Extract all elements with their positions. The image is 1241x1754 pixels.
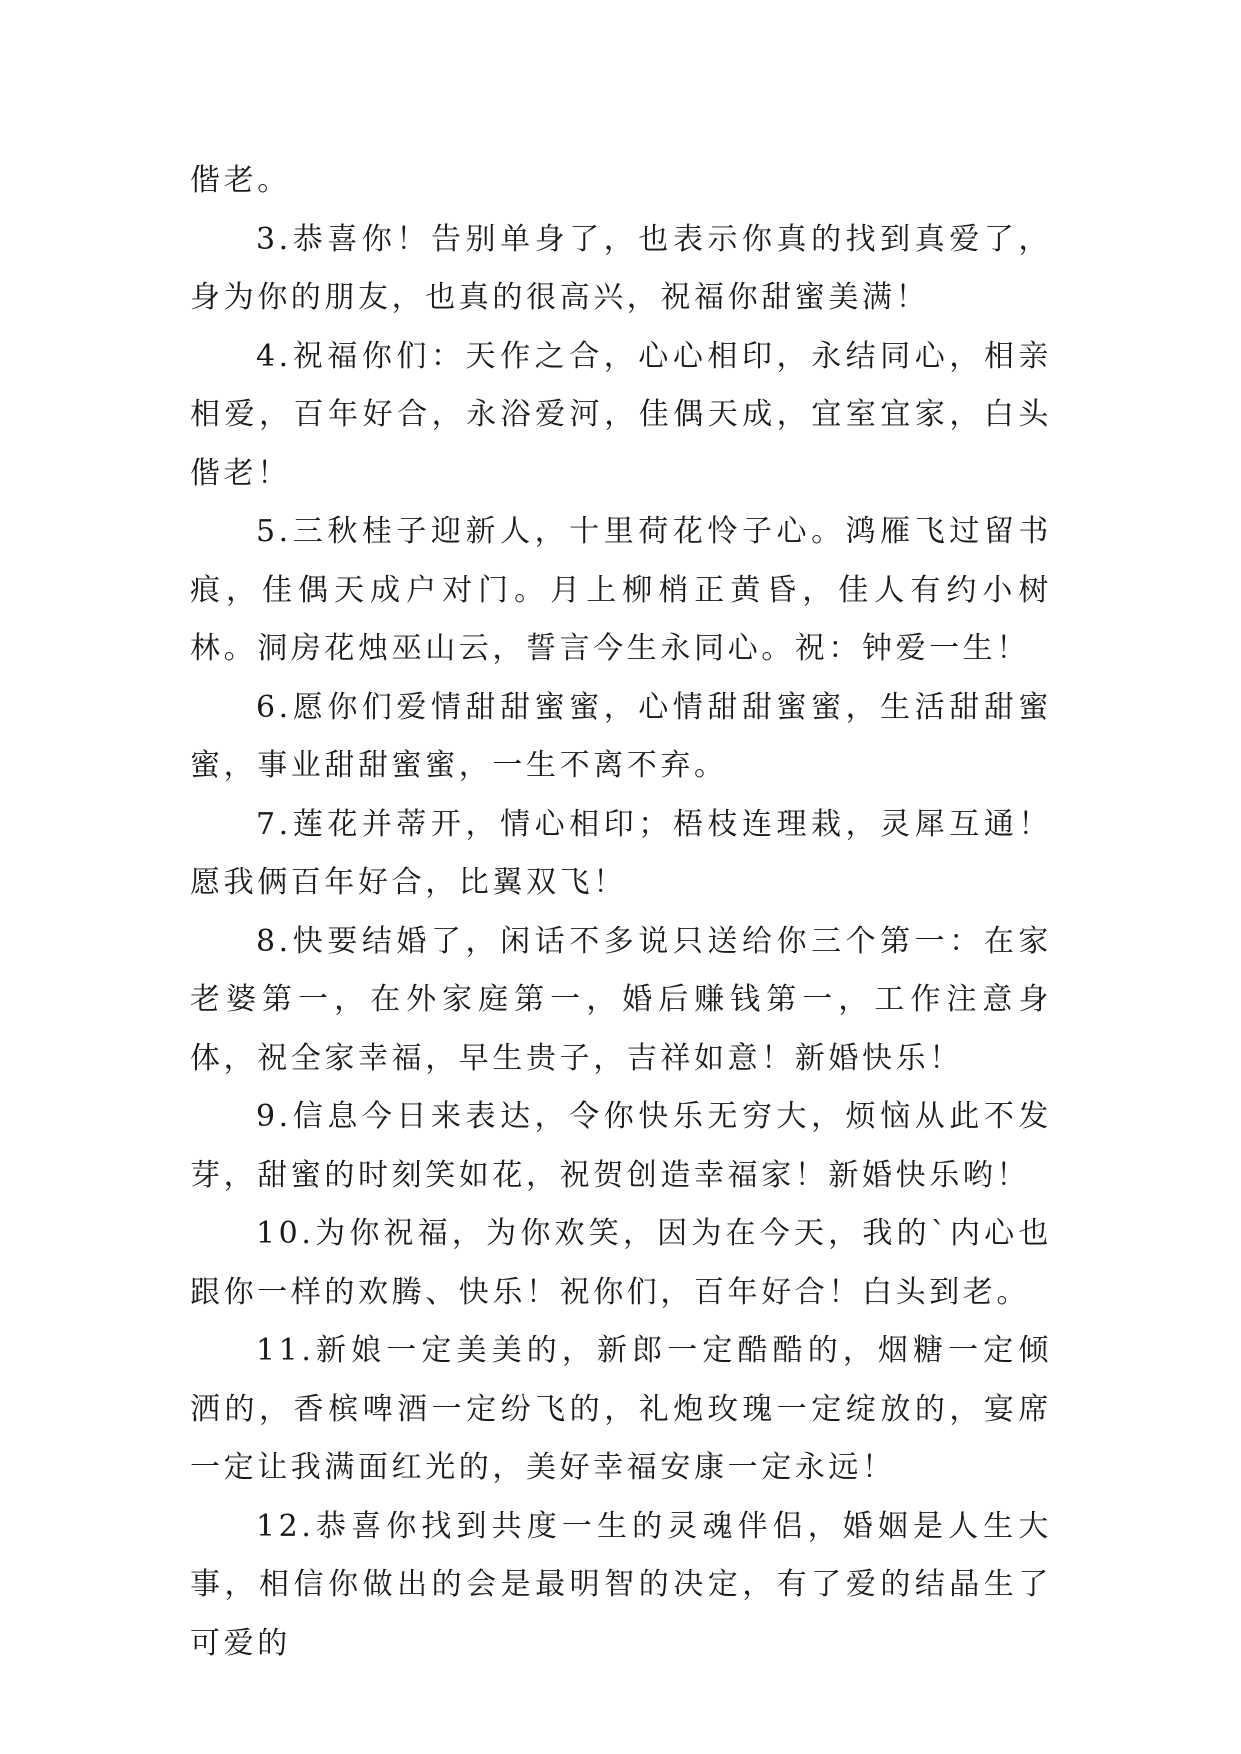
paragraph-item-3: 3.恭喜你！告别单身了，也表示你真的找到真爱了，身为你的朋友，也真的很高兴，祝福你甜蜜美满！ xyxy=(190,221,1052,315)
paragraph-continuation: 偕老。 xyxy=(190,163,291,198)
paragraph-item-9: 9.信息今日来表达，令你快乐无穷大，烦恼从此不发芽，甜蜜的时刻笑如花，祝贺创造幸福家！新婚快乐哟！ xyxy=(190,1099,1052,1193)
paragraph-item-7: 7.莲花并蒂开，情心相印；梧枝连理栽，灵犀互通！愿我俩百年好合，比翼双飞！ xyxy=(190,806,1052,900)
document-body xyxy=(190,152,1052,1673)
paragraph-item-4: 4.祝福你们：天作之合，心心相印，永结同心，相亲相爱，百年好合，永浴爱河，佳偶天成，宜室宜家，白头偕老！ xyxy=(190,338,1052,491)
paragraph-item-6: 6.愿你们爱情甜甜蜜蜜，心情甜甜蜜蜜，生活甜甜蜜蜜，事业甜甜蜜蜜，一生不离不弃。 xyxy=(190,689,1052,783)
paragraph-item-5: 5.三秋桂子迎新人，十里荷花怜子心。鸿雁飞过留书痕，佳偶天成户对门。月上柳梢正黄昏，佳人有约小树林。洞房花烛巫山云，誓言今生永同心。祝：钟爱一生！ xyxy=(190,514,1052,666)
paragraph-item-11: 11.新娘一定美美的，新郎一定酷酷的，烟糖一定倾洒的，香槟啤酒一定纷飞的，礼炮玫瑰一定绽放的，宴席一定让我满面红光的，美好幸福安康一定永远！ xyxy=(190,1333,1052,1485)
paragraph-item-10: 10.为你祝福，为你欢笑，因为在今天，我的`内心也跟你一样的欢腾、快乐！祝你们，百年好合！白头到老。 xyxy=(190,1216,1052,1310)
paragraph-item-12: 12.恭喜你找到共度一生的灵魂伴侣，婚姻是人生大事，相信你做出的会是最明智的决定，有了爱的结晶生了可爱的 xyxy=(190,1508,1052,1661)
paragraph-item-8: 8.快要结婚了，闲话不多说只送给你三个第一：在家老婆第一，在外家庭第一，婚后赚钱第一，工作注意身体，祝全家幸福，早生贵子，吉祥如意！新婚快乐！ xyxy=(190,923,1052,1076)
